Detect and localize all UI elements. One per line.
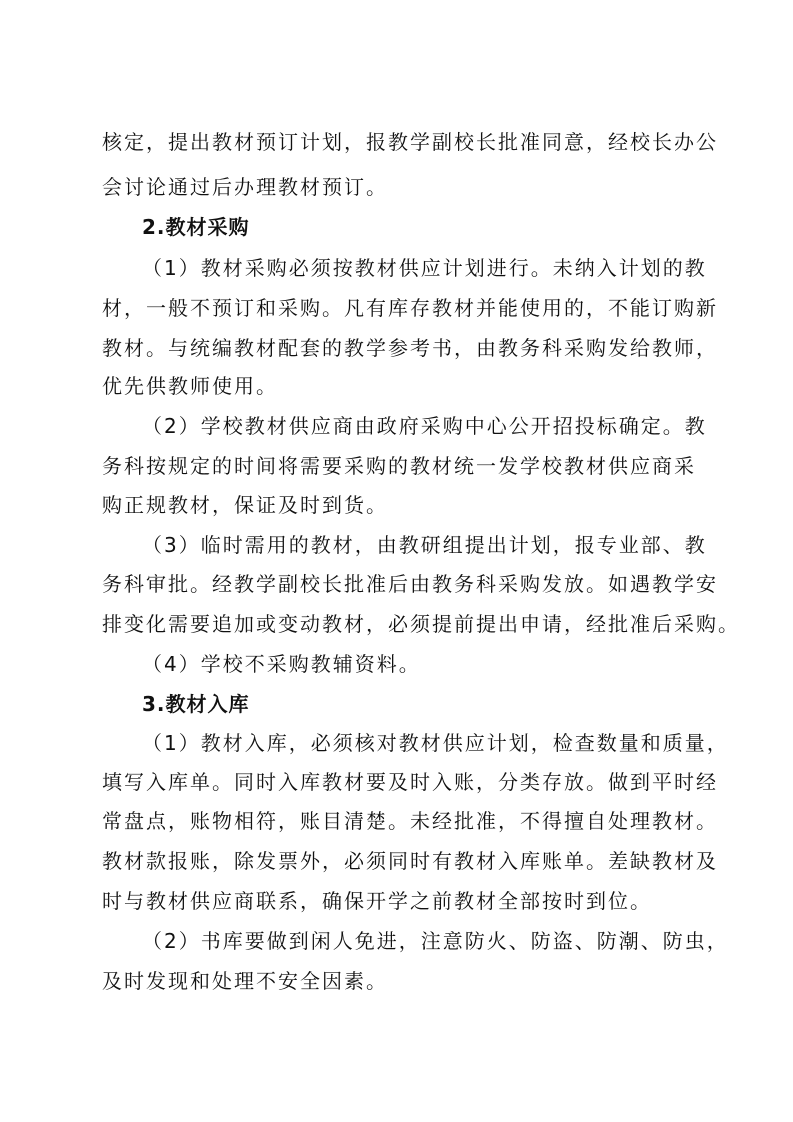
paragraph-line: （2）书库要做到闲人免进，注意防火、防盗、防潮、防虫，: [142, 929, 729, 953]
paragraph-line: （3）临时需用的教材，由教研组提出计划，报专业部、教: [142, 533, 707, 557]
paragraph-line: 优先供教师使用。: [102, 374, 278, 398]
section-heading: 3.教材入库: [142, 692, 250, 716]
paragraph-line: 务科审批。经教学副校长批准后由教务科采购发放。如遇教学安: [102, 572, 718, 596]
paragraph-line: 常盘点，账物相符，账目清楚。未经批准，不得擅自处理教材。: [102, 809, 718, 833]
paragraph-line: （4）学校不采购教辅资料。: [142, 652, 421, 676]
paragraph-line: 时与教材供应商联系，确保开学之前教材全部按时到位。: [102, 889, 652, 913]
paragraph-line: 排变化需要追加或变动教材，必须提前提出申请，经批准后采购。: [102, 612, 740, 636]
paragraph-line: 务科按规定的时间将需要采购的教材统一发学校教材供应商采: [102, 454, 696, 478]
section-heading: 2.教材采购: [142, 215, 250, 239]
paragraph-line: （1）教材采购必须按教材供应计划进行。未纳入计划的教: [142, 256, 707, 280]
paragraph-line: 教材。与统编教材配套的教学参考书，由教务科采购发给教师，: [102, 336, 718, 360]
paragraph-line: 核定，提出教材预订计划，报教学副校长批准同意，经校长办公: [102, 130, 718, 154]
paragraph-line: 会讨论通过后办理教材预订。: [102, 175, 388, 199]
paragraph-line: 教材款报账，除发票外，必须同时有教材入库账单。差缺教材及: [102, 849, 718, 873]
paragraph-line: 购正规教材，保证及时到货。: [102, 493, 388, 517]
paragraph-line: （2）学校教材供应商由政府采购中心公开招投标确定。教: [142, 414, 707, 438]
paragraph-line: （1）教材入库，必须核对教材供应计划，检查数量和质量，: [142, 731, 729, 755]
paragraph-line: 材，一般不预订和采购。凡有库存教材并能使用的，不能订购新: [102, 296, 718, 320]
paragraph-line: 及时发现和处理不安全因素。: [102, 969, 388, 993]
paragraph-line: 填写入库单。同时入库教材要及时入账，分类存放。做到平时经: [102, 770, 718, 794]
